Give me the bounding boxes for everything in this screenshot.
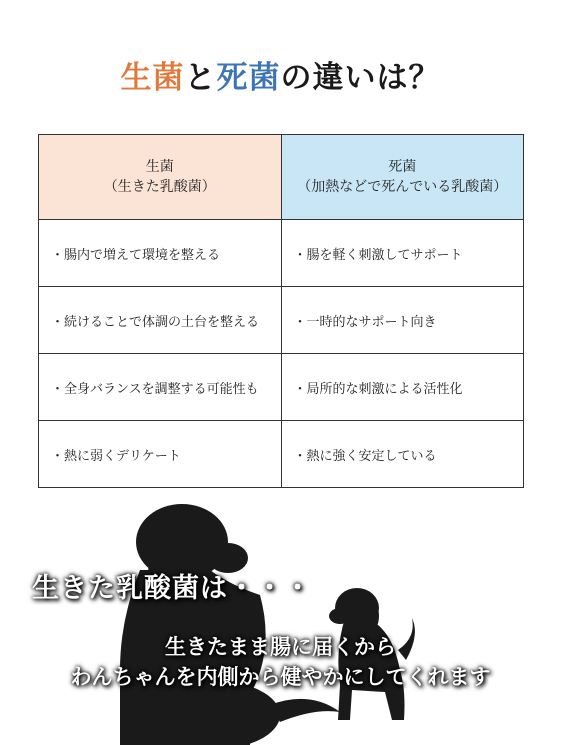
title-dead: 死菌 <box>216 60 281 96</box>
cell-live: ・続けることで体調の土台を整える <box>39 287 282 354</box>
header-dead-sub: （加熱などで死んでいる乳酸菌） <box>297 179 508 195</box>
title-suffix: の違いは？ <box>280 60 441 96</box>
caption-line-1: 生きたまま腸に届くから <box>165 635 396 659</box>
table-header-row <box>39 135 524 220</box>
table-row <box>39 354 524 421</box>
caption-heading: 生きた乳酸菌は・・・ <box>32 573 312 604</box>
table-row <box>39 287 524 354</box>
comparison-table <box>38 134 524 488</box>
header-dead <box>281 135 524 220</box>
cell-dead: ・熱に強く安定している <box>281 421 524 488</box>
cell-live: ・熱に弱くデリケート <box>39 421 282 488</box>
title-live: 生菌 <box>120 60 185 96</box>
large-dog-silhouette <box>120 504 340 745</box>
table-row <box>39 220 524 287</box>
header-dead-name: 死菌 <box>388 159 417 175</box>
cell-dead: ・一時的なサポート向き <box>281 287 524 354</box>
cell-live: ・全身バランスを調整する可能性も <box>39 354 282 421</box>
cell-live: ・腸内で増えて環境を整える <box>39 220 282 287</box>
page-title <box>0 52 561 97</box>
caption-body <box>0 632 561 692</box>
header-live-name: 生菌 <box>145 159 174 175</box>
table-row <box>39 421 524 488</box>
dog-silhouettes-illustration <box>100 500 540 745</box>
caption-line-2: わんちゃんを内側から健やかにしてくれます <box>70 665 491 689</box>
header-live-sub: （生きた乳酸菌） <box>103 179 216 195</box>
title-connector: と <box>184 60 217 96</box>
header-live <box>39 135 282 220</box>
cell-dead: ・腸を軽く刺激してサポート <box>281 220 524 287</box>
cell-dead: ・局所的な刺激による活性化 <box>281 354 524 421</box>
